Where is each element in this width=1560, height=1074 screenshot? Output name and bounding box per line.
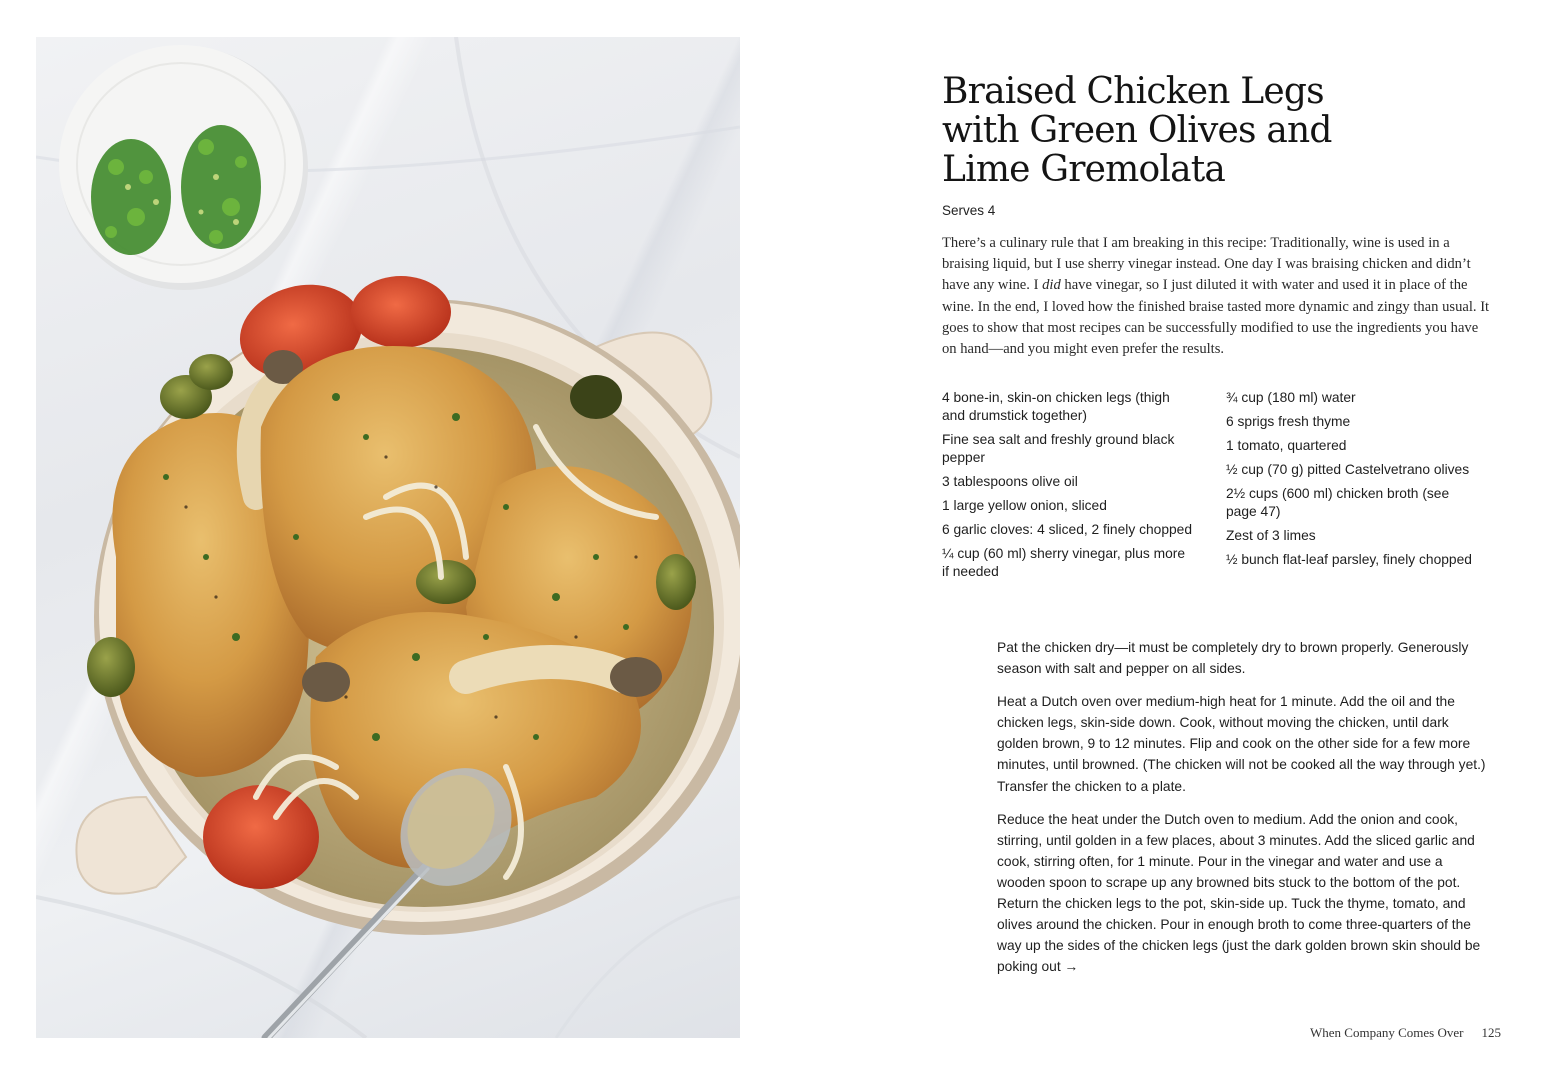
recipe-intro: [942, 233, 1490, 360]
step-1: Pat the chicken dry—it must be completely dry to brown properly. Generously season with salt and pepper on all sides.: [997, 640, 1469, 677]
ingredients-right: [1226, 389, 1476, 575]
ingredient-item: ½ cup (70 g) pitted Castelvetrano olives: [1226, 462, 1470, 477]
step-2: Heat a Dutch oven over medium-high heat for 1 minute. Add the oil and the chicken legs, skin-side down. Cook, without moving the chicken, until dark golden brown, 9 to 12 minutes. Flip and cook on the other side for a few more minutes, until browned. (The chicken will not be cooked all the way through yet.) Transfer the chicken to a plate.: [997, 694, 1486, 794]
ingredient-item: 4 bone-in, skin-on chicken legs (thigh and drumstick together): [942, 390, 1170, 423]
recipe-title: Braised Chicken Legs with Green Olives and Lime Gremolata: [942, 71, 1332, 190]
ingredient-item: 2½ cups (600 ml) chicken broth (see page 47): [1226, 486, 1450, 519]
step-3: Reduce the heat under the Dutch oven to medium. Add the onion and cook, stirring, until golden in a few places, about 3 minutes. Add the sliced garlic and cook, stirring often, for 1 minute. Pour in the vinegar and water and use a wooden spoon to scrape up any browned bits stuck to the bottom of the pot. Return the chicken legs to the pot, skin-side up. Tuck the thyme, tomato, and olives around the chicken. Pour in enough broth to come three-quarters of the way up the sides of the chicken legs (just the dark golden brown skin should be poking out →: [997, 811, 1481, 975]
ingredient-item: Fine sea salt and freshly ground black pepper: [942, 432, 1175, 465]
ingredient-item: ½ bunch flat-leaf parsley, finely chopped: [1226, 552, 1472, 567]
page-number: 125: [1481, 1025, 1501, 1040]
intro-text-2: have vinegar, so I just diluted it with water and used it in place of the wine. In the end, I loved how the finished braise tasted more dynamic and zingy than usual. It goes to show that most recipes can be successfully modified to use the ingredients you have on hand—and you might even prefer the results.: [942, 277, 1490, 358]
serves-label: Serves 4: [942, 203, 996, 218]
ingredient-item: ¼ cup (60 ml) sherry vinegar, plus more if needed: [942, 546, 1186, 579]
footer-section-title: When Company Comes Over: [1310, 1025, 1464, 1040]
recipe-steps: [997, 637, 1489, 989]
ingredient-item: 6 garlic cloves: 4 sliced, 2 finely chopped: [942, 522, 1193, 537]
recipe-photo: [36, 37, 740, 1038]
page-footer: [1310, 1025, 1501, 1041]
braised-chicken-illustration: [36, 37, 740, 1038]
intro-text-1: There’s a culinary rule that I am breaking in this recipe: Traditionally, wine is used in a braising liquid, but I use sherry vinegar instead. One day I was braising chicken and didn’t have any wine. I: [942, 235, 1471, 294]
ingredient-item: 1 tomato, quartered: [1226, 438, 1347, 453]
ingredient-item: ¾ cup (180 ml) water: [1226, 390, 1356, 405]
ingredient-item: 1 large yellow onion, sliced: [942, 498, 1107, 513]
ingredient-item: Zest of 3 limes: [1226, 528, 1316, 543]
ingredients-left: [942, 389, 1192, 587]
ingredient-item: 3 tablespoons olive oil: [942, 474, 1078, 489]
intro-emphasis: did: [1042, 277, 1061, 294]
ingredient-item: 6 sprigs fresh thyme: [1226, 414, 1351, 429]
